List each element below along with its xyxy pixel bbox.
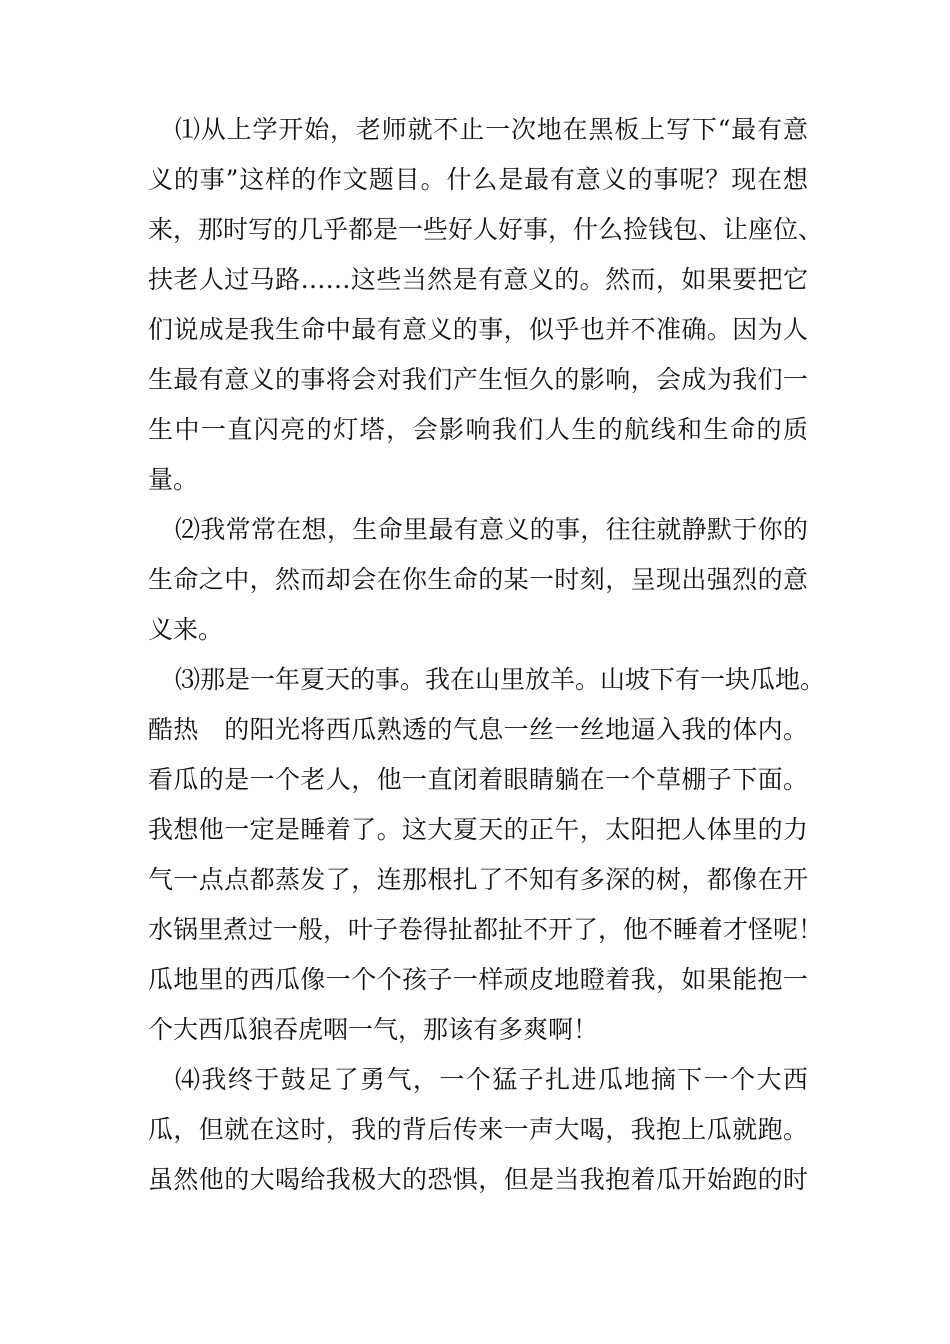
paragraph-2-line-2: 生命之中，然而却会在你生命的某一时刻，呈现出强烈的意 [148, 565, 808, 594]
paragraph-1-line-4: 扶老人过马路……这些当然是有意义的。然而，如果要把它 [148, 265, 808, 294]
paragraph-3-line-3: 看瓜的是一个老人，他一直闭着眼睛躺在一个草棚子下面。 [148, 765, 808, 794]
paragraph-3-line-7: 瓜地里的西瓜像一个个孩子一样顽皮地瞪着我，如果能抱一 [148, 965, 808, 994]
paragraph-4-line-2: 瓜，但就在这时，我的背后传来一声大喝，我抱上瓜就跑。 [148, 1115, 808, 1144]
paragraph-4-line-3: 虽然他的大喝给我极大的恐惧，但是当我抱着瓜开始跑的时 [148, 1165, 808, 1194]
paragraph-3-line-5: 气一点点都蒸发了，连那根扎了不知有多深的树，都像在开 [148, 865, 808, 894]
paragraph-2-line-1: ⑵我常常在想，生命里最有意义的事，往往就静默于你的 [175, 515, 808, 544]
paragraph-1-line-8: 量。 [148, 465, 199, 494]
paragraph-1-line-7: 生中一直闪亮的灯塔，会影响我们人生的航线和生命的质 [148, 415, 808, 444]
paragraph-3-line-1: ⑶那是一年夏天的事。我在山里放羊。山坡下有一块瓜地。 [175, 665, 826, 694]
paragraph-4-line-1: ⑷我终于鼓足了勇气，一个猛子扎进瓜地摘下一个大西 [175, 1065, 808, 1094]
paragraph-2-line-3: 义来。 [148, 615, 224, 644]
paragraph-1-line-2: 义的事”这样的作文题目。什么是最有意义的事呢？现在想 [148, 165, 808, 194]
paragraph-1-line-1: ⑴从上学开始，老师就不止一次地在黑板上写下“最有意 [175, 115, 808, 144]
paragraph-1-line-6: 生最有意义的事将会对我们产生恒久的影响，会成为我们一 [148, 365, 808, 394]
paragraph-3-line-6: 水锅里煮过一般，叶子卷得扯都扯不开了，他不睡着才怪呢！ [148, 915, 824, 944]
paragraph-3-line-8: 个大西瓜狼吞虎咽一气，那该有多爽啊！ [148, 1015, 599, 1044]
paragraph-3-line-4: 我想他一定是睡着了。这大夏天的正午，太阳把人体里的力 [148, 815, 808, 844]
paragraph-3-line-2: 酷热 的阳光将西瓜熟透的气息一丝一丝地逼入我的体内。 [148, 715, 808, 744]
paragraph-1-line-5: 们说成是我生命中最有意义的事，似乎也并不准确。因为人 [148, 315, 808, 344]
paragraph-1-line-3: 来，那时写的几乎都是一些好人好事，什么捡钱包、让座位、 [148, 215, 824, 244]
